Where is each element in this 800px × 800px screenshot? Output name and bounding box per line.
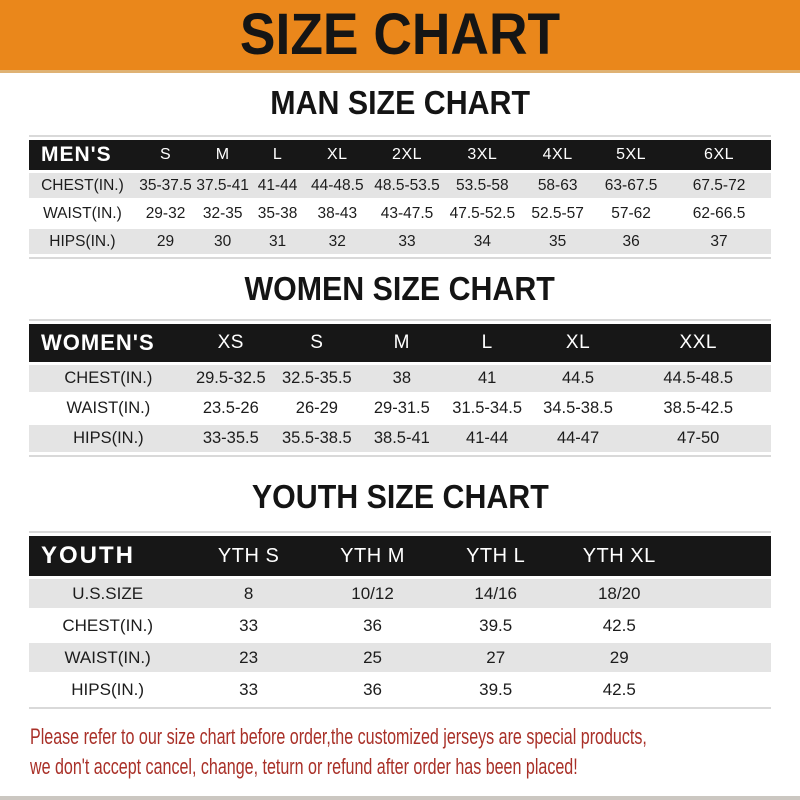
size-header-cell: L — [444, 324, 531, 362]
value-cell: 41-44 — [250, 173, 305, 198]
row-label-cell: HIPS(IN.) — [71, 679, 145, 699]
value-cell: 23 — [186, 643, 311, 672]
size-header-cell: YTH XL — [557, 536, 681, 576]
value-cell: 30 — [195, 229, 250, 254]
table-row — [29, 201, 771, 226]
value-cell: 47.5-52.5 — [449, 204, 516, 222]
value-cell — [681, 611, 771, 640]
value-cell: 32.5-35.5 — [274, 365, 360, 392]
youth-size-table — [29, 531, 771, 709]
value-cell — [681, 675, 771, 704]
bottom-edge-strip — [0, 796, 800, 800]
value-cell — [681, 579, 771, 608]
value-cell: 32-35 — [202, 204, 243, 222]
value-cell: 29.5-32.5 — [188, 365, 274, 392]
value-cell: 33 — [239, 679, 259, 699]
table-row — [29, 229, 771, 254]
value-cell: 29 — [557, 643, 681, 672]
value-cell: 57-62 — [611, 204, 651, 222]
row-label-cell: CHEST(IN.) — [29, 173, 136, 198]
size-header-cell: YTH S — [186, 536, 311, 576]
value-cell — [681, 643, 771, 672]
value-cell: 52.5-57 — [531, 204, 584, 222]
size-header-cell: M — [195, 140, 250, 170]
size-header-cell: XXL — [626, 324, 771, 362]
row-label-cell: WAIST(IN.) — [43, 204, 122, 222]
women-size-table — [29, 319, 771, 457]
value-cell: 23.5-26 — [202, 399, 259, 417]
value-cell: 26-29 — [295, 399, 338, 417]
value-cell: 34.5-38.5 — [543, 399, 613, 417]
value-cell: 31 — [250, 229, 305, 254]
men-table-header-row — [29, 140, 771, 170]
men-section-heading — [0, 85, 800, 121]
value-cell: 37.5-41 — [195, 173, 250, 198]
order-disclaimer-note — [30, 722, 800, 782]
size-header-cell: 3XL — [445, 140, 521, 170]
size-header-cell: 5XL — [595, 140, 667, 170]
value-cell: 42.5 — [602, 615, 636, 635]
value-cell: 31.5-34.5 — [452, 399, 523, 417]
youth-size-section — [0, 479, 800, 709]
value-cell: 29 — [136, 229, 195, 254]
men-section-heading-text: MAN SIZE CHART — [270, 84, 530, 121]
table-row — [29, 643, 771, 672]
value-cell: 67.5-72 — [667, 173, 771, 198]
youth-section-heading-text: YOUTH SIZE CHART — [251, 478, 549, 515]
value-cell: 47-50 — [626, 425, 771, 452]
size-header-cell: XL — [305, 140, 370, 170]
value-cell: 33 — [239, 615, 259, 635]
table-row — [29, 365, 771, 392]
value-cell: 41-44 — [444, 425, 531, 452]
value-cell: 18/20 — [557, 579, 681, 608]
table-title-cell: MEN'S — [29, 140, 136, 170]
banner-title: SIZE CHART — [239, 2, 561, 67]
value-cell: 14/16 — [434, 579, 557, 608]
value-cell: 38 — [360, 365, 444, 392]
value-cell: 8 — [186, 579, 311, 608]
value-cell: 27 — [434, 643, 557, 672]
value-cell: 33 — [370, 229, 445, 254]
value-cell: 44-47 — [531, 425, 626, 452]
value-cell: 36 — [595, 229, 667, 254]
table-row — [29, 579, 771, 608]
table-row — [29, 675, 771, 704]
value-cell: 32 — [305, 229, 370, 254]
size-header-cell: YTH L — [434, 536, 557, 576]
value-cell: 44-48.5 — [305, 173, 370, 198]
table-row — [29, 395, 771, 422]
value-cell: 41 — [444, 365, 531, 392]
size-header-cell: 2XL — [370, 140, 445, 170]
value-cell: 36 — [363, 679, 382, 699]
youth-table-header-row — [29, 536, 771, 576]
row-label-cell: U.S.SIZE — [29, 579, 186, 608]
youth-section-heading — [0, 479, 800, 515]
value-cell: 62-66.5 — [692, 204, 746, 222]
value-cell: 58-63 — [520, 173, 595, 198]
value-cell: 48.5-53.5 — [370, 173, 445, 198]
women-size-section — [0, 271, 800, 457]
value-cell: 10/12 — [311, 579, 434, 608]
value-cell: 38-43 — [317, 204, 358, 222]
table-title-cell: WOMEN'S — [29, 324, 188, 362]
size-header-cell: S — [274, 324, 360, 362]
size-header-cell: L — [250, 140, 305, 170]
value-cell: 25 — [311, 643, 434, 672]
value-cell: 34 — [445, 229, 521, 254]
value-cell: 39.5 — [479, 615, 513, 635]
value-cell: 39.5 — [479, 679, 513, 699]
size-header-cell — [681, 536, 771, 576]
value-cell: 53.5-58 — [445, 173, 521, 198]
value-cell: 33-35.5 — [188, 425, 274, 452]
value-cell: 29-32 — [145, 204, 186, 222]
row-label-cell: HIPS(IN.) — [29, 229, 136, 254]
value-cell: 35 — [520, 229, 595, 254]
men-size-table — [29, 135, 771, 259]
value-cell: 63-67.5 — [595, 173, 667, 198]
row-label-cell: HIPS(IN.) — [29, 425, 188, 452]
disclaimer-line-1: Please refer to our size chart before order,the customized jerseys are special products, — [30, 724, 647, 749]
size-header-cell: XS — [188, 324, 274, 362]
value-cell: 29-31.5 — [373, 399, 430, 417]
men-size-section — [0, 85, 800, 259]
row-label-cell: CHEST(IN.) — [62, 615, 153, 635]
table-row — [29, 173, 771, 198]
women-section-heading-text: WOMEN SIZE CHART — [244, 270, 556, 307]
size-header-cell: M — [360, 324, 444, 362]
row-label-cell: CHEST(IN.) — [29, 365, 188, 392]
value-cell: 42.5 — [602, 679, 636, 699]
size-header-cell: 6XL — [667, 140, 771, 170]
women-table-header-row — [29, 324, 771, 362]
size-header-cell: S — [136, 140, 195, 170]
row-label-cell: WAIST(IN.) — [66, 399, 151, 417]
value-cell: 43-47.5 — [380, 204, 434, 222]
women-section-heading — [0, 271, 800, 307]
size-header-cell: 4XL — [520, 140, 595, 170]
disclaimer-line-2: we don't accept cancel, change, teturn or refund after order has been placed! — [30, 754, 578, 779]
size-header-cell: XL — [531, 324, 626, 362]
value-cell: 35.5-38.5 — [274, 425, 360, 452]
size-header-cell: YTH M — [311, 536, 434, 576]
row-label-cell: WAIST(IN.) — [29, 643, 186, 672]
table-row — [29, 425, 771, 452]
size-chart-banner — [0, 0, 800, 73]
value-cell: 38.5-42.5 — [663, 399, 734, 417]
value-cell: 44.5 — [531, 365, 626, 392]
table-title-cell: YOUTH — [29, 536, 186, 576]
value-cell: 44.5-48.5 — [626, 365, 771, 392]
value-cell: 38.5-41 — [360, 425, 444, 452]
value-cell: 35-37.5 — [136, 173, 195, 198]
value-cell: 37 — [667, 229, 771, 254]
value-cell: 35-38 — [257, 204, 298, 222]
value-cell: 36 — [363, 615, 382, 635]
table-row — [29, 611, 771, 640]
